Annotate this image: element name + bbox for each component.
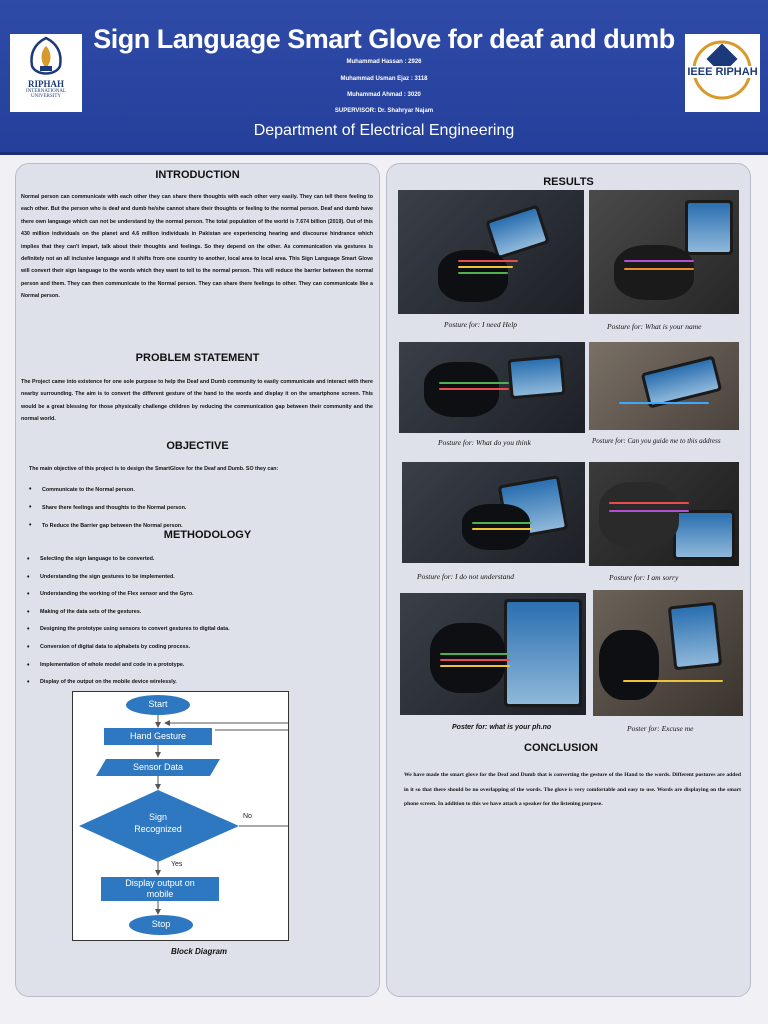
conclusion-text: We have made the smart glove for the Deaf and Dumb that is converting the gesture of the Hand to the words. Different postures are added in it so that there should be no overlapping of the words. The glove is very comfortable and easy to use. Words are displaying on the smart phone screen. In addition to this we have attach a speaker for the listening purpose. [404,772,741,808]
objective-heading: OBJECTIVE [166,440,229,452]
methodology-item: • Implementation of whole model and code in a prototype. [27,657,367,675]
author-1: Muhammad Hassan : 2926 [346,59,422,65]
block-diagram-caption: Block Diagram [171,947,228,956]
flow-yes-label: Yes [171,861,183,868]
methodology-item: • Selecting the sign language to be converted. [27,551,367,569]
objective-list [29,481,369,536]
result-photo-3 [399,342,585,433]
introduction-text: Normal person can communicate with each other they can share there thoughts with each other very easily. They can tell there feeling to each other. But the person who is deaf and dumb he/she cannot share their thoughts or feeling to the normal person. Deaf and dumb have there own language which can not be understand by the normal person. The total population of the world is 7.674 billion (2019). Out of this 430 million individuals on the planet and 4.6 million individuals in Pakistan are experiencing hearing and discourse hindrance which implies that they can't impart, talk about their thoughts and feelings. So they depend on the other. As communication via gestures is definitely not an all inclusive language and it shifts from one country to another, local area to local area. This Sign Language Smart Glove will convert their sign language to the words which they want to tell to the normal person. This will reduce the barrier between the normal person and them. They can then communicate to the Normal person. They can share there feelings to other. They can communicate like a Normal person. [21,194,373,300]
methodology-item: • Understanding the working of the Flex sensor and the Gyro. [27,586,367,604]
objective-item: • To Reduce the Barrier gap between the Normal person. [29,517,369,535]
logo-text-line1: RIPHAH [28,79,64,89]
results-heading: RESULTS [543,176,594,188]
flow-decision-line1: Sign [148,812,167,822]
objective-intro: The main objective of this project is to design the SmartGlove for the Deaf and Dumb. SO they can: [29,466,279,472]
result-caption-5: Posture for: I do not understand [417,572,515,581]
objective-item: • Share there feelings and thoughts to the Normal person. [29,499,369,517]
result-caption-8: Poster for: Excuse me [627,724,694,733]
introduction-heading: INTRODUCTION [155,169,240,181]
header-banner [0,0,768,155]
problem-text: The Project came into existence for one sole purpose to help the Deaf and Dumb community to easily communicate and interact with there nearby surrounding. The aim is to convert the different gesture of the hand to the words and display it on the smartphone screen. This would be a great blessing for those physically challenge children by reducing the communication gap between their community and the normal world. [21,379,373,423]
flow-start-label: Start [148,699,168,709]
methodology-item: • Display of the output on the mobile device wirelessly. [27,674,367,692]
methodology-item: • Designing the prototype using sensors to convert gestures to digital data. [27,621,367,639]
result-caption-4: Posture for: Can you guide me to this address [592,437,721,445]
flow-no-label: No [243,813,252,820]
methodology-item: • Conversion of digital data to alphabets by coding process. [27,639,367,657]
result-caption-6: Posture for: I am sorry [609,573,679,582]
methodology-item: • Making of the data sets of the gestures. [27,604,367,622]
result-photo-6 [589,462,739,566]
flow-display-line2: mobile [146,889,174,899]
author-2: Muhammad Usman Ejaz : 3118 [340,76,428,82]
result-caption-1: Posture for: I need Help [444,320,518,329]
result-caption-2: Posture for: What is your name [607,322,702,331]
methodology-item: • Understanding the sign gestures to be implemented. [27,569,367,587]
logo-text-line2: INTERNATIONAL [26,89,66,94]
methodology-list [27,551,367,692]
objective-item: • Communicate to the Normal person. [29,481,369,499]
result-photo-2 [589,190,739,314]
ieee-riphah-logo [685,34,760,112]
block-diagram [72,691,289,941]
result-photo-7 [400,593,586,715]
result-photo-8 [593,590,743,716]
result-caption-7: Poster for: what is your ph.no [452,724,552,731]
flow-decision-line2: Recognized [134,824,182,834]
conclusion-heading: CONCLUSION [524,742,598,754]
flow-display-line1: Display output on [125,878,195,888]
supervisor: SUPERVISOR: Dr. Shahryar Najam [334,108,434,114]
author-3: Muhammad Ahmad : 3020 [347,92,421,98]
result-photo-4 [589,342,739,430]
logo-text-line3: UNIVERSITY [31,94,61,99]
problem-heading: PROBLEM STATEMENT [135,352,260,364]
methodology-heading: METHODOLOGY [163,529,252,541]
poster-title: Sign Language Smart Glove for deaf and dumb [93,24,675,54]
result-caption-3: Posture for: What do you think [438,438,531,447]
flow-hand-gesture-label: Hand Gesture [129,731,187,741]
flow-sensor-data-label: Sensor Data [132,762,184,772]
flow-stop-label: Stop [151,919,171,929]
result-photo-1 [398,190,584,314]
result-photo-5 [402,462,585,563]
ieee-logo-text: IEEE RIPHAH [685,66,760,78]
department: Department of Electrical Engineering [253,122,515,139]
